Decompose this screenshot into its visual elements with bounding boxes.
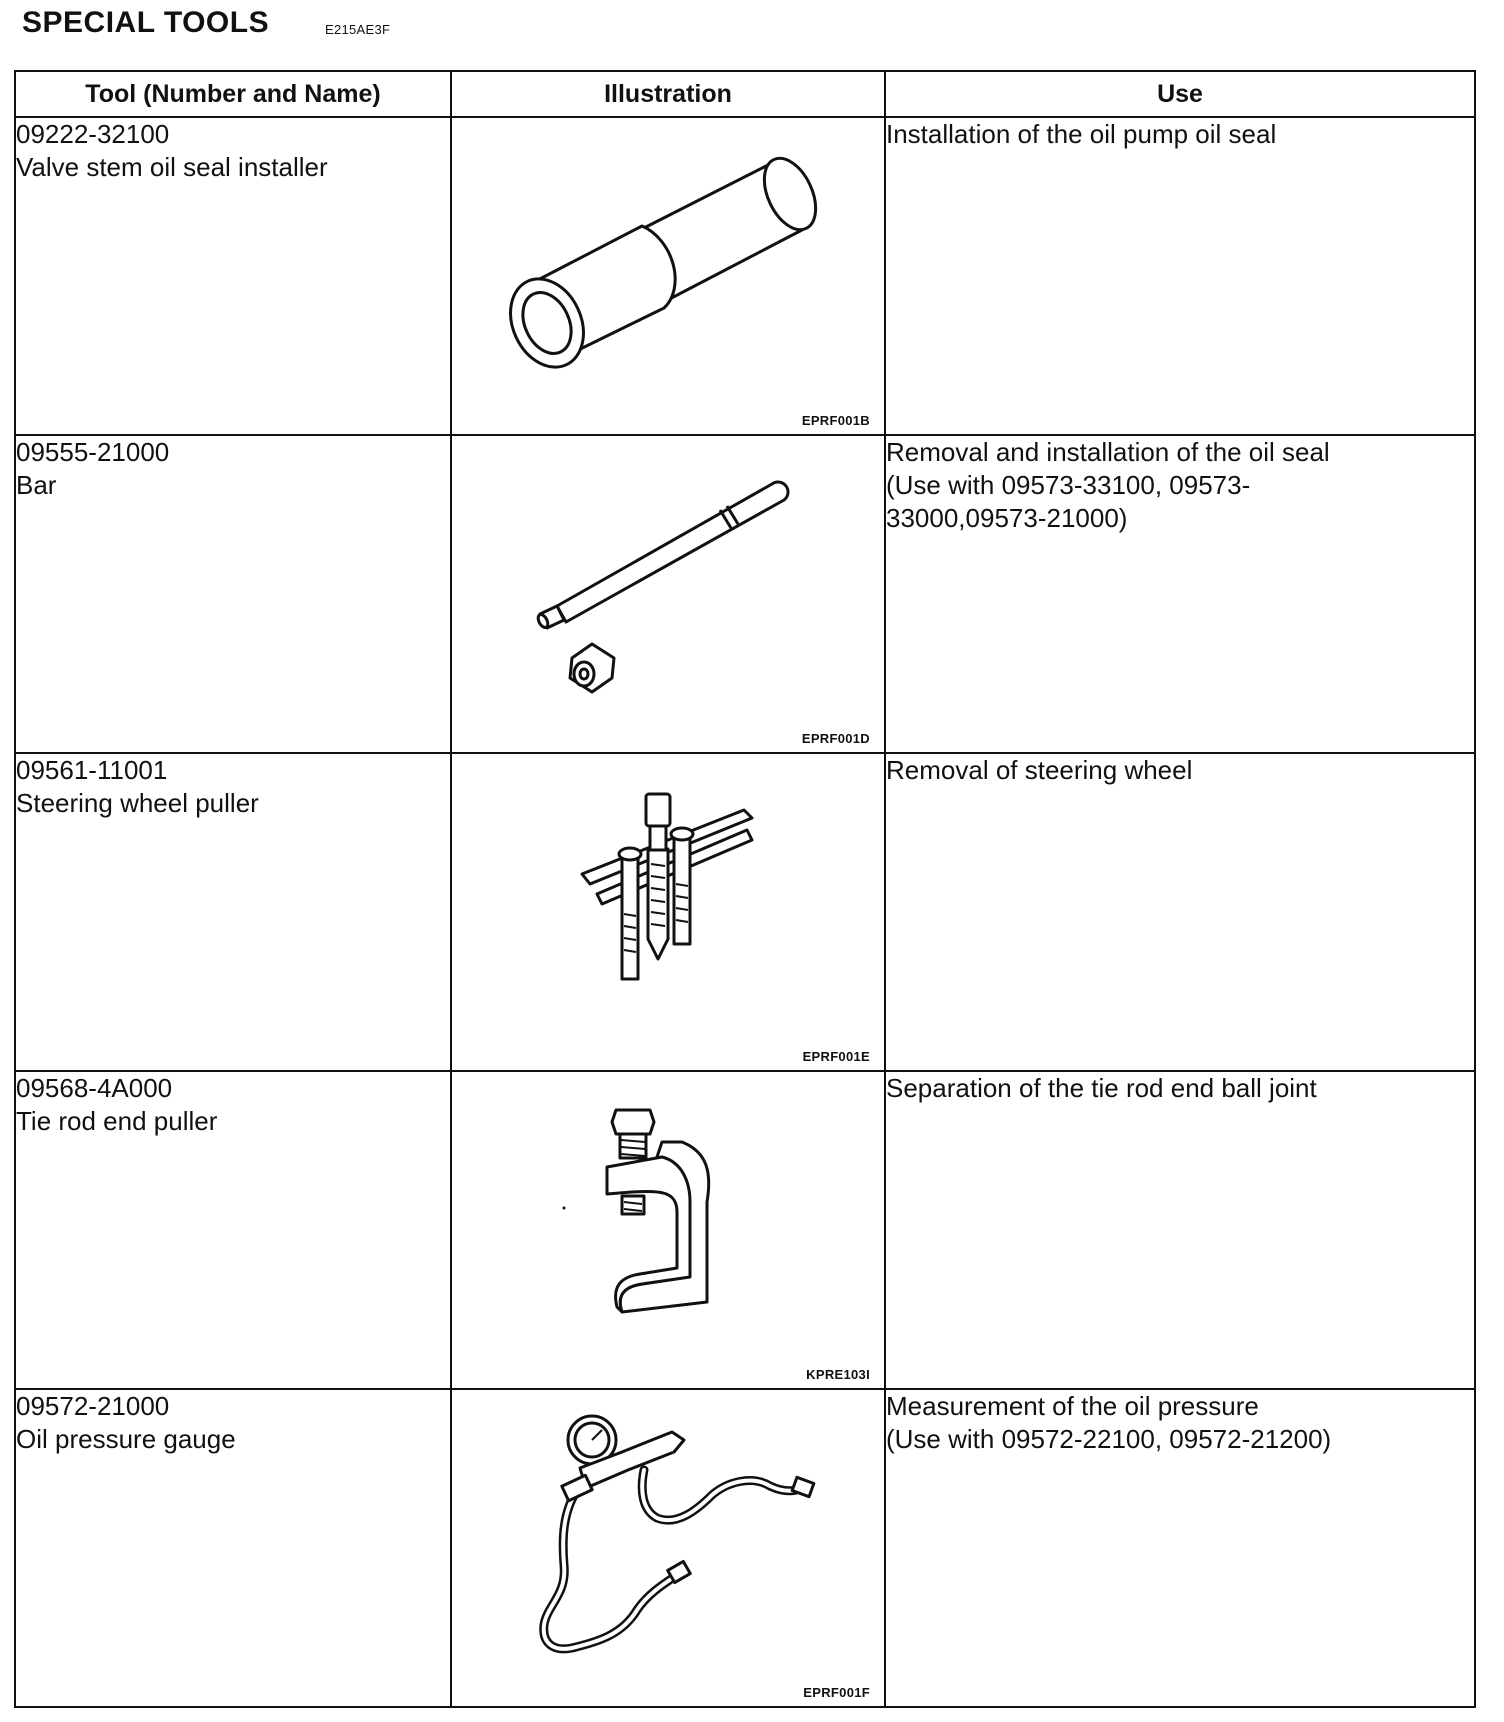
illustration-cell — [451, 1071, 885, 1389]
table-row — [15, 1071, 1475, 1389]
figure-code: EPRF001B — [801, 413, 870, 428]
use-line: Installation of the oil pump oil seal — [886, 119, 1277, 149]
illustration-cell — [451, 753, 885, 1071]
figure-code: KPRE103I — [806, 1367, 870, 1382]
use-line: Removal and installation of the oil seal — [886, 437, 1330, 467]
figure-code: EPRF001D — [801, 731, 870, 746]
tool-name: Steering wheel puller — [16, 788, 259, 818]
steering-wheel-puller-icon — [452, 754, 886, 1070]
header-use: Use — [885, 71, 1475, 117]
tool-name: Tie rod end puller — [16, 1106, 218, 1136]
illustration-cell — [451, 117, 885, 435]
header-illustration: Illustration — [451, 71, 885, 117]
table-row — [15, 1389, 1475, 1707]
use-line: 33000,09573-21000) — [886, 503, 1128, 533]
table-row — [15, 753, 1475, 1071]
illustration-cell — [451, 1389, 885, 1707]
use-line: Separation of the tie rod end ball joint — [886, 1073, 1317, 1103]
use-cell — [885, 435, 1475, 753]
section-code: E215AE3F — [325, 22, 391, 37]
page-title: SPECIAL TOOLS — [22, 6, 270, 39]
table-header-row — [15, 71, 1475, 117]
tool-number: 09561-11001 — [16, 755, 168, 785]
tool-cell — [15, 435, 451, 753]
figure-code: EPRF001F — [803, 1685, 870, 1700]
oil-pressure-gauge-icon — [452, 1390, 886, 1706]
table-row — [15, 435, 1475, 753]
figure-code: EPRF001E — [802, 1049, 870, 1064]
use-cell — [885, 1389, 1475, 1707]
tie-rod-end-puller-icon — [452, 1072, 886, 1388]
use-line: (Use with 09572-22100, 09572-21200) — [886, 1424, 1332, 1454]
tool-cell — [15, 1071, 451, 1389]
table-row — [15, 117, 1475, 435]
illustration-cell — [451, 435, 885, 753]
tool-cell — [15, 117, 451, 435]
tool-name: Valve stem oil seal installer — [16, 152, 328, 182]
tool-name: Oil pressure gauge — [16, 1424, 236, 1454]
tool-cell — [15, 1389, 451, 1707]
use-line: Removal of steering wheel — [886, 755, 1193, 785]
use-cell — [885, 1071, 1475, 1389]
tool-name: Bar — [16, 470, 57, 500]
tool-cell — [15, 753, 451, 1071]
special-tools-table — [14, 70, 1476, 1708]
tool-number: 09222-32100 — [16, 119, 170, 149]
header-tool: Tool (Number and Name) — [15, 71, 451, 117]
valve-stem-oil-seal-installer-icon — [452, 118, 886, 434]
use-cell — [885, 117, 1475, 435]
tool-number: 09572-21000 — [16, 1391, 170, 1421]
use-line: (Use with 09573-33100, 09573- — [886, 470, 1251, 500]
tool-number: 09568-4A000 — [16, 1073, 173, 1103]
use-line: Measurement of the oil pressure — [886, 1391, 1259, 1421]
tool-number: 09555-21000 — [16, 437, 170, 467]
bar-icon — [452, 436, 886, 752]
use-cell — [885, 753, 1475, 1071]
